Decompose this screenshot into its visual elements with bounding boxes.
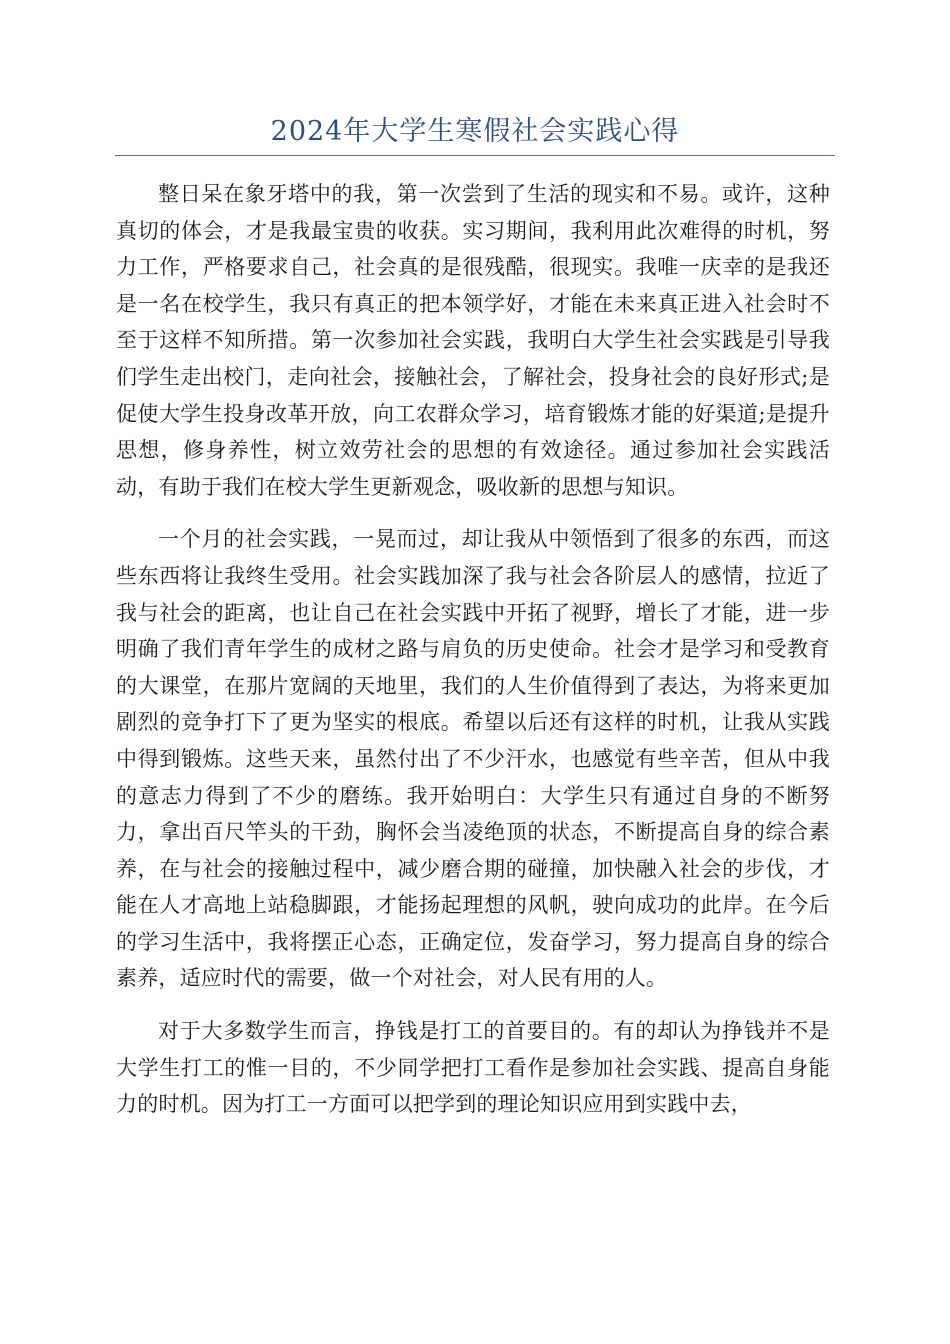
document-body	[116, 176, 830, 1139]
paragraph-1: 整日呆在象牙塔中的我，第一次尝到了生活的现实和不易。或许，这种真切的体会，才是我最宝贵的收获。实习期间，我利用此次难得的时机，努力工作，严格要求自己，社会真的是很残酷，很现实。我唯一庆幸的是我还是一名在校学生，我只有真正的把本领学好，才能在未来真正进入社会时不至于这样不知所措。第一次参加社会实践，我明白大学生社会实践是引导我们学生走出校门，走向社会，接触社会，了解社会，投身社会的良好形式;是促使大学生投身改革开放，向工农群众学习，培育锻炼才能的好渠道;是提升思想，修身养性，树立效劳社会的思想的有效途径。通过参加社会实践活动，有助于我们在校大学生更新观念，吸收新的思想与知识。	[116, 182, 830, 499]
paragraph-2: 一个月的社会实践，一晃而过，却让我从中领悟到了很多的东西，而这些东西将让我终生受用。社会实践加深了我与社会各阶层人的感情，拉近了我与社会的距离，也让自己在社会实践中开拓了视野，增长了才能，进一步明确了我们青年学生的成材之路与肩负的历史使命。社会才是学习和受教育的大课堂，在那片宽阔的天地里，我们的人生价值得到了表达，为将来更加剧烈的竞争打下了更为坚实的根底。希望以后还有这样的时机，让我从实践中得到锻炼。这些天来，虽然付出了不少汗水，也感觉有些辛苦，但从中我的意志力得到了不少的磨练。我开始明白：大学生只有通过自身的不断努力，拿出百尺竿头的干劲，胸怀会当凌绝顶的状态，不断提高自身的综合素养，在与社会的接触过程中，减少磨合期的碰撞，加快融入社会的步伐，才能在人才高地上站稳脚跟，才能扬起理想的风帆，驶向成功的此岸。在今后的学习生活中，我将摆正心态，正确定位，发奋学习，努力提高自身的综合素养，适应时代的需要，做一个对社会，对人民有用的人。	[116, 527, 830, 991]
document-title: 2024年大学生寒假社会实践心得	[270, 116, 680, 147]
title-underline	[115, 155, 835, 156]
paragraph-3: 对于大多数学生而言，挣钱是打工的首要目的。有的却认为挣钱并不是大学生打工的惟一目的，不少同学把打工看作是参加社会实践、提高自身能力的时机。因为打工一方面可以把学到的理论知识应用到实践中去，	[116, 1019, 830, 1117]
